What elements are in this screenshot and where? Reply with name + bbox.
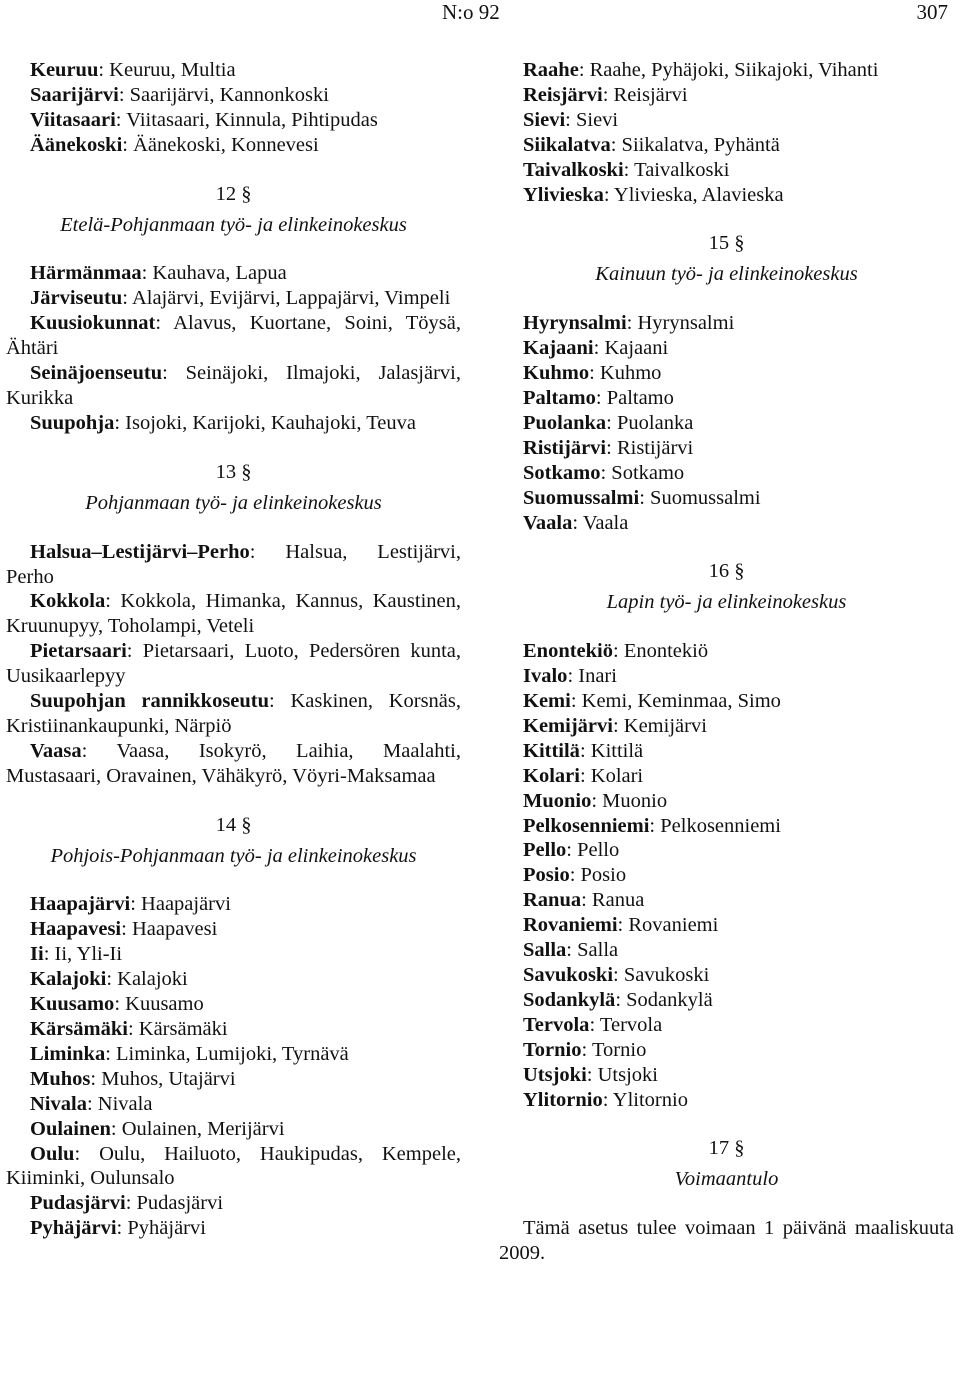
entry-name: Tornio xyxy=(523,1038,582,1061)
list-item xyxy=(499,764,954,789)
entry-municipalities: : Ranua xyxy=(581,889,645,912)
list-item xyxy=(6,286,461,311)
entry-name: Sotkamo xyxy=(523,461,601,484)
section-number: 12 § xyxy=(215,182,252,205)
entry-name: Oulainen xyxy=(30,1117,111,1140)
entry-name: Kuusamo xyxy=(30,993,115,1016)
list-item xyxy=(499,311,954,336)
list-item xyxy=(499,838,954,863)
entry-name: Oulu xyxy=(30,1142,75,1165)
entry-municipalities: : Kuusamo xyxy=(114,993,204,1016)
entry-municipalities: : Sievi xyxy=(565,108,619,131)
entry-group xyxy=(6,261,461,435)
entry-name: Ranua xyxy=(523,889,582,912)
entry-name: Reisjärvi xyxy=(523,83,603,106)
list-item xyxy=(499,714,954,739)
entry-municipalities: : Tervola xyxy=(589,1013,663,1036)
entry-municipalities: : Sotkamo xyxy=(600,461,685,484)
list-item xyxy=(499,108,954,133)
entry-name: Viitasaari xyxy=(30,108,116,131)
list-item xyxy=(499,963,954,988)
entry-name: Kuhmo xyxy=(523,362,590,385)
list-item xyxy=(499,436,954,461)
entry-municipalities: : Muhos, Utajärvi xyxy=(90,1067,236,1090)
entry-name: Rovaniemi xyxy=(523,914,618,937)
entry-name: Muonio xyxy=(523,789,592,812)
entry-municipalities: : Siikalatva, Pyhäntä xyxy=(610,133,780,156)
entry-municipalities: : Seinäjoki, Ilmajoki, Jalasjärvi, Kurikka xyxy=(6,362,461,409)
entry-name: Ivalo xyxy=(523,665,568,688)
entry-municipalities: : Suomussalmi xyxy=(639,486,761,509)
list-item xyxy=(499,689,954,714)
entry-municipalities: : Keuruu, Multia xyxy=(98,59,236,81)
entry-municipalities: : Pelkosenniemi xyxy=(649,814,781,837)
list-item xyxy=(6,361,461,411)
list-item xyxy=(499,133,954,158)
section-title: Kainuun työ- ja elinkeinokeskus xyxy=(595,263,858,286)
section-12 xyxy=(6,182,461,436)
entry-group xyxy=(499,639,954,1112)
entry-municipalities: : Enontekiö xyxy=(613,640,709,663)
list-item xyxy=(499,863,954,888)
entry-name: Hyrynsalmi xyxy=(523,312,627,335)
entry-municipalities: : Pello xyxy=(566,839,620,862)
entry-group-right-top xyxy=(499,58,954,207)
entry-name: Saarijärvi xyxy=(30,83,119,106)
entry-municipalities: : Rovaniemi xyxy=(617,914,719,937)
list-item xyxy=(499,664,954,689)
list-item xyxy=(499,1063,954,1088)
entry-name: Kittilä xyxy=(523,739,580,762)
list-item xyxy=(499,1013,954,1038)
entry-name: Sodankylä xyxy=(523,988,616,1011)
entry-name: Sievi xyxy=(523,108,566,131)
entry-name: Kokkola xyxy=(30,590,106,613)
entry-municipalities: : Isojoki, Karijoki, Kauhajoki, Teuva xyxy=(114,411,416,434)
left-column xyxy=(6,58,461,1241)
entry-municipalities: : Oulainen, Merijärvi xyxy=(110,1117,285,1140)
entry-name: Pelkosenniemi xyxy=(523,814,650,837)
entry-name: Savukoski xyxy=(523,964,614,986)
entry-name: Muhos xyxy=(30,1067,91,1090)
entry-municipalities: : Paltamo xyxy=(595,386,674,409)
list-item xyxy=(6,1117,461,1142)
entry-municipalities: : Kemijärvi xyxy=(612,714,707,737)
list-item xyxy=(499,486,954,511)
list-item xyxy=(499,988,954,1013)
entry-name: Suomussalmi xyxy=(523,486,640,509)
entry-municipalities: : Kuhmo xyxy=(589,362,662,385)
entry-name: Salla xyxy=(523,939,567,962)
entry-municipalities: : Pudasjärvi xyxy=(125,1192,224,1215)
list-item xyxy=(499,639,954,664)
entry-municipalities: : Äänekoski, Konnevesi xyxy=(122,133,319,156)
section-title: Pohjanmaan työ- ja elinkeinokeskus xyxy=(85,491,382,514)
section-number: 15 § xyxy=(708,232,745,255)
entry-municipalities: : Saarijärvi, Kannonkoski xyxy=(118,83,329,106)
entry-name: Enontekiö xyxy=(523,640,613,663)
entry-municipalities: : Puolanka xyxy=(606,411,694,434)
entry-municipalities: : Viitasaari, Kinnula, Pihtipudas xyxy=(115,108,378,131)
list-item xyxy=(6,261,461,286)
list-item xyxy=(6,917,461,942)
entry-municipalities: : Halsua, Lestijärvi, Perho xyxy=(6,540,461,588)
entry-group xyxy=(6,540,461,789)
list-item xyxy=(6,83,461,108)
entry-name: Ii xyxy=(30,943,44,966)
section-number: 13 § xyxy=(215,460,252,483)
entry-name: Ylivieska xyxy=(523,183,604,206)
list-item xyxy=(6,540,461,590)
list-item xyxy=(6,133,461,158)
list-item xyxy=(499,1088,954,1113)
list-item xyxy=(6,1092,461,1117)
entry-name: Posio xyxy=(523,864,570,887)
entry-municipalities: : Kittilä xyxy=(579,739,644,762)
entry-name: Seinäjoenseutu xyxy=(30,362,163,385)
entry-group xyxy=(499,311,954,535)
entry-name: Vaasa xyxy=(30,739,82,762)
entry-municipalities: : Liminka, Lumijoki, Tyrnävä xyxy=(105,1042,349,1065)
entry-name: Utsjoki xyxy=(523,1063,587,1086)
section-title: Etelä-Pohjanmaan työ- ja elinkeinokeskus xyxy=(60,213,407,236)
list-item xyxy=(6,108,461,133)
list-item xyxy=(499,1038,954,1063)
entry-municipalities: : Savukoski xyxy=(613,964,710,986)
entry-name: Siikalatva xyxy=(523,133,611,156)
entry-name: Suupohjan rannikkoseutu xyxy=(30,690,270,713)
page-number: 307 xyxy=(916,0,948,24)
list-item xyxy=(6,967,461,992)
entry-municipalities: : Kalajoki xyxy=(106,968,188,991)
entry-municipalities: : Vaasa, Isokyrö, Laihia, Maalahti, Mustasaari, Oravainen, Vähäkyrö, Vöyri-Maksamaa xyxy=(6,739,461,787)
issue-number: N:o 92 xyxy=(442,0,500,24)
entry-municipalities: : Inari xyxy=(567,665,617,688)
entry-municipalities: : Nivala xyxy=(86,1092,153,1115)
entry-name: Kuusiokunnat xyxy=(30,312,156,335)
section-15 xyxy=(499,231,954,535)
list-item xyxy=(6,689,461,739)
list-item xyxy=(6,411,461,436)
entry-municipalities: : Raahe, Pyhäjoki, Siikajoki, Vihanti xyxy=(578,59,879,81)
section-13 xyxy=(6,460,461,789)
list-item xyxy=(499,361,954,386)
list-item xyxy=(6,1067,461,1092)
section-title: Lapin työ- ja elinkeinokeskus xyxy=(606,591,847,614)
entry-name: Äänekoski xyxy=(30,133,123,156)
entry-municipalities: : Ristijärvi xyxy=(606,436,694,459)
section-17 xyxy=(499,1136,954,1266)
entry-municipalities: : Kolari xyxy=(579,764,644,787)
list-item xyxy=(6,1216,461,1241)
entry-municipalities: : Ylivieska, Alavieska xyxy=(603,183,784,206)
list-item xyxy=(6,1017,461,1042)
section-number: 17 § xyxy=(708,1137,745,1160)
list-item xyxy=(6,1142,461,1192)
list-item xyxy=(6,992,461,1017)
entry-municipalities: : Sodankylä xyxy=(615,988,713,1011)
entry-municipalities: : Pietarsaari, Luoto, Pedersören kunta, Uusikaarlepyy xyxy=(6,640,461,688)
list-item xyxy=(6,942,461,967)
list-item xyxy=(499,411,954,436)
section-number: 16 § xyxy=(708,560,745,583)
list-item xyxy=(499,461,954,486)
entry-municipalities: : Haapajärvi xyxy=(130,893,231,916)
page-header xyxy=(0,0,960,30)
list-item xyxy=(6,739,461,789)
entry-name: Suupohja xyxy=(30,411,115,434)
entry-name: Raahe xyxy=(523,59,579,81)
list-item xyxy=(499,814,954,839)
entry-name: Tervola xyxy=(523,1013,590,1036)
entry-municipalities: : Pyhäjärvi xyxy=(116,1217,206,1240)
section-number: 14 § xyxy=(215,813,252,836)
entry-municipalities: : Oulu, Hailuoto, Haukipudas, Kempele, Kiiminki, Oulunsalo xyxy=(6,1142,461,1190)
entry-municipalities: : Alavus, Kuortane, Soini, Töysä, Ähtäri xyxy=(6,312,461,360)
entry-name: Vaala xyxy=(523,511,573,534)
list-item xyxy=(499,938,954,963)
list-item xyxy=(6,639,461,689)
entry-municipalities: : Taivalkoski xyxy=(623,158,730,181)
entry-name: Kärsämäki xyxy=(30,1018,128,1040)
entry-name: Kajaani xyxy=(523,337,594,360)
entry-name: Ylitornio xyxy=(523,1088,603,1111)
list-item xyxy=(6,589,461,639)
list-item xyxy=(6,1042,461,1067)
list-item xyxy=(499,158,954,183)
entry-name: Pietarsaari xyxy=(30,640,127,663)
entry-municipalities: : Hyrynsalmi xyxy=(626,312,735,335)
entry-municipalities: : Alajärvi, Evijärvi, Lappajärvi, Vimpeli xyxy=(122,287,451,310)
right-column xyxy=(499,58,954,1266)
section-title: Pohjois-Pohjanmaan työ- ja elinkeinokeskus xyxy=(50,844,417,867)
entry-municipalities: : Kajaani xyxy=(593,337,669,360)
entry-municipalities: : Posio xyxy=(569,864,627,887)
section-title: Voimaantulo xyxy=(674,1168,779,1191)
entry-name: Härmänmaa xyxy=(30,262,142,285)
entry-name: Nivala xyxy=(30,1092,87,1115)
entry-name: Paltamo xyxy=(523,386,596,409)
list-item xyxy=(6,1191,461,1216)
entry-municipalities: : Salla xyxy=(566,939,619,962)
section-14 xyxy=(6,813,461,1242)
list-item xyxy=(499,83,954,108)
list-item xyxy=(6,58,461,83)
entry-municipalities: : Haapavesi xyxy=(121,918,218,941)
entry-municipalities: : Tornio xyxy=(581,1038,647,1061)
list-item xyxy=(499,511,954,536)
entry-municipalities: : Kauhava, Lapua xyxy=(141,262,287,285)
entry-municipalities: : Ylitornio xyxy=(602,1088,688,1111)
list-item xyxy=(6,311,461,361)
entry-name: Puolanka xyxy=(523,411,607,434)
entry-name: Kemijärvi xyxy=(523,714,613,737)
list-item xyxy=(499,913,954,938)
entry-name: Pello xyxy=(523,839,567,862)
section-text: Tämä asetus tulee voimaan 1 päivänä maaliskuuta 2009. xyxy=(499,1217,954,1265)
entry-name: Taivalkoski xyxy=(523,158,624,181)
entry-name: Pudasjärvi xyxy=(30,1192,126,1215)
entry-municipalities: : Kemi, Keminmaa, Simo xyxy=(570,690,781,713)
entry-municipalities: : Kokkola, Himanka, Kannus, Kaustinen, Kruunupyy, Toholampi, Veteli xyxy=(6,590,461,638)
entry-name: Haapajärvi xyxy=(30,893,131,916)
list-item xyxy=(499,789,954,814)
entry-name: Kolari xyxy=(523,764,580,787)
list-item xyxy=(499,183,954,208)
entry-municipalities: : Utsjoki xyxy=(586,1063,658,1086)
entry-group xyxy=(6,892,461,1241)
entry-municipalities: : Muonio xyxy=(591,789,668,812)
list-item xyxy=(499,739,954,764)
list-item xyxy=(6,892,461,917)
entry-name: Järviseutu xyxy=(30,287,123,310)
list-item xyxy=(499,386,954,411)
entry-name: Liminka xyxy=(30,1042,106,1065)
entry-municipalities: : Kaskinen, Korsnäs, Kristiinankaupunki, Närpiö xyxy=(6,690,461,737)
section-16 xyxy=(499,559,954,1112)
entry-municipalities: : Vaala xyxy=(572,511,629,534)
list-item xyxy=(499,336,954,361)
entry-municipalities: : Kärsämäki xyxy=(127,1018,228,1040)
list-item xyxy=(499,888,954,913)
entry-name: Keuruu xyxy=(30,59,99,81)
entry-name: Halsua–Lestijärvi–Perho xyxy=(30,540,250,563)
entry-name: Kalajoki xyxy=(30,968,107,991)
entry-name: Kemi xyxy=(523,690,571,713)
list-item xyxy=(499,58,954,83)
entry-name: Haapavesi xyxy=(30,918,122,941)
entry-name: Ristijärvi xyxy=(523,436,607,459)
entry-municipalities: : Reisjärvi xyxy=(602,83,688,106)
entry-municipalities: : Ii, Yli-Ii xyxy=(43,943,123,966)
entry-name: Pyhäjärvi xyxy=(30,1217,117,1240)
entry-group-left-top xyxy=(6,58,461,158)
